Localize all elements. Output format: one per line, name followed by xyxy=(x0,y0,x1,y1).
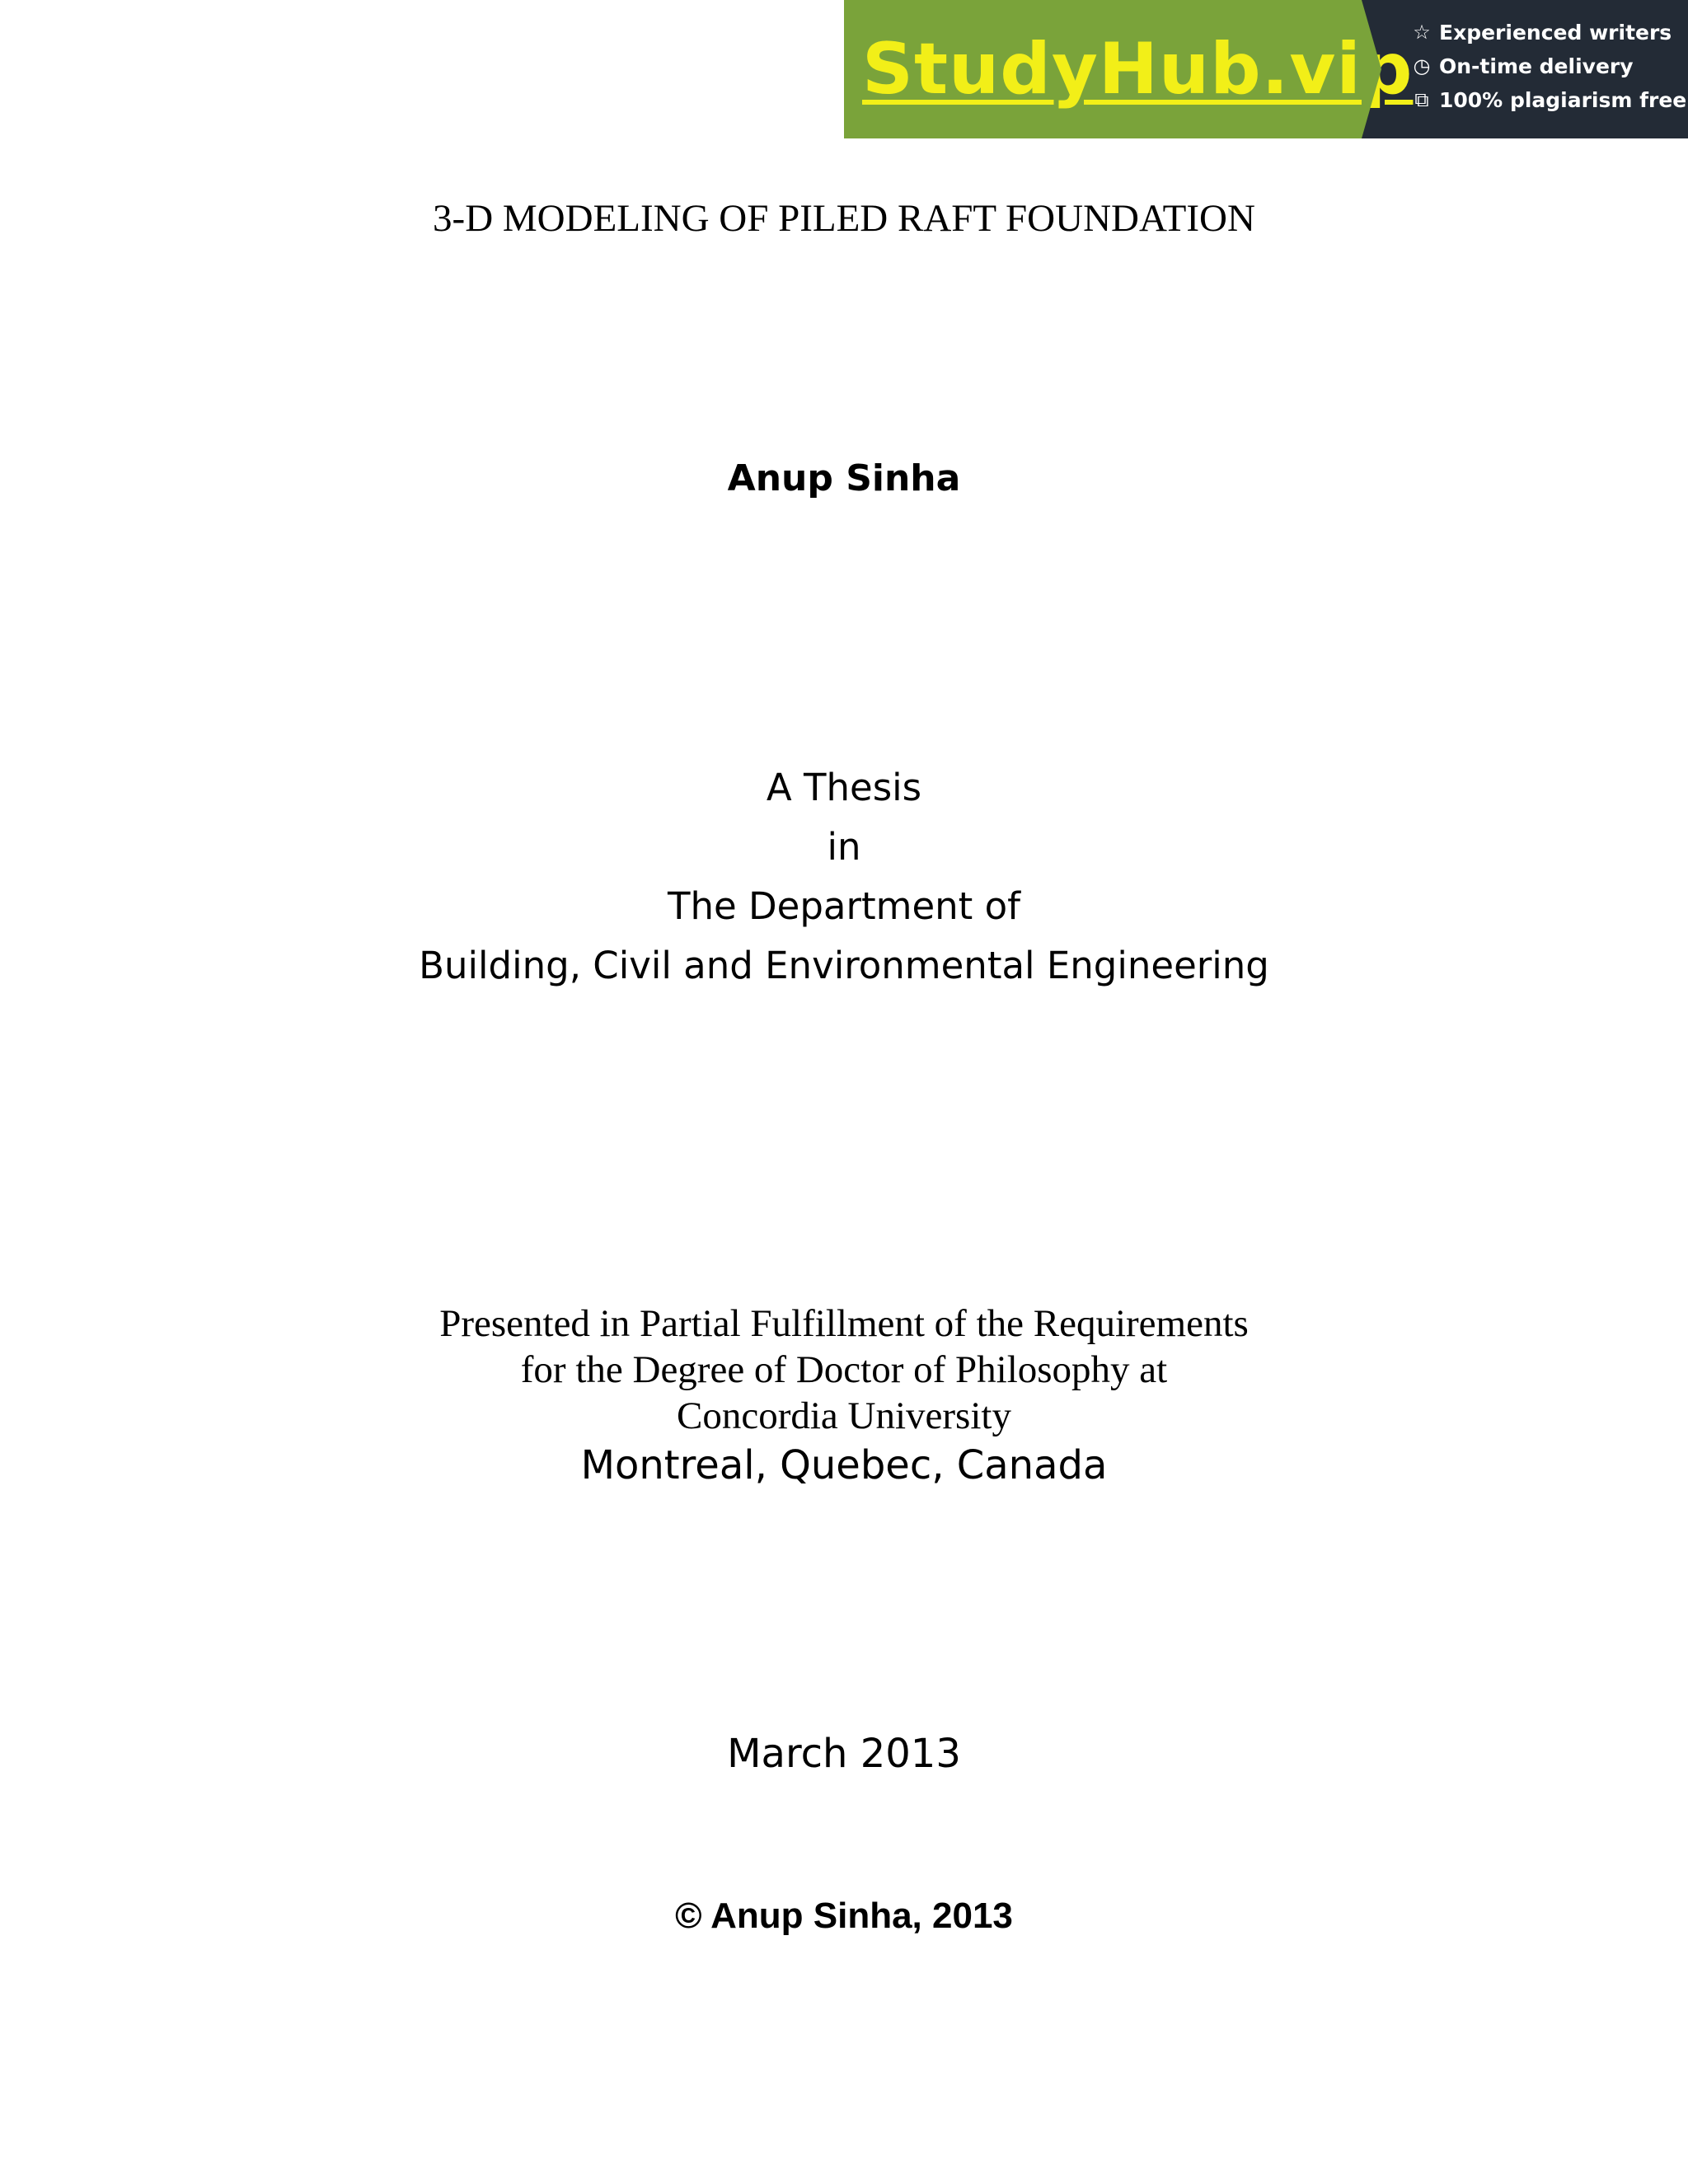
presented-line: for the Degree of Doctor of Philosophy at xyxy=(520,1348,1168,1391)
university-location: Montreal, Quebec, Canada xyxy=(580,1442,1108,1488)
copy-icon: ⧉ xyxy=(1414,88,1429,111)
thesis-line: Building, Civil and Environmental Engineering xyxy=(419,944,1269,987)
thesis-line: The Department of xyxy=(668,884,1020,928)
submission-date: March 2013 xyxy=(727,1731,961,1777)
thesis-department-block xyxy=(0,758,1688,996)
feature-label: Experienced writers xyxy=(1439,21,1672,45)
document-title: 3-D MODELING OF PILED RAFT FOUNDATION xyxy=(433,197,1255,240)
presented-line: Concordia University xyxy=(677,1394,1011,1437)
feature-label: 100% plagiarism free xyxy=(1439,88,1687,112)
studyhub-logo-text: StudyHub.vip xyxy=(862,28,1414,110)
clock-icon: ◷ xyxy=(1413,54,1431,77)
star-icon: ☆ xyxy=(1413,21,1431,44)
degree-requirements-block xyxy=(0,1301,1688,1492)
presented-line: Presented in Partial Fulfillment of the Requirements xyxy=(439,1302,1249,1345)
thesis-line: A Thesis xyxy=(766,766,922,809)
feature-label: On-time delivery xyxy=(1439,54,1634,78)
document-author: Anup Sinha xyxy=(727,457,961,499)
thesis-line: in xyxy=(827,825,861,869)
copyright-notice: © Anup Sinha, 2013 xyxy=(675,1896,1013,1936)
